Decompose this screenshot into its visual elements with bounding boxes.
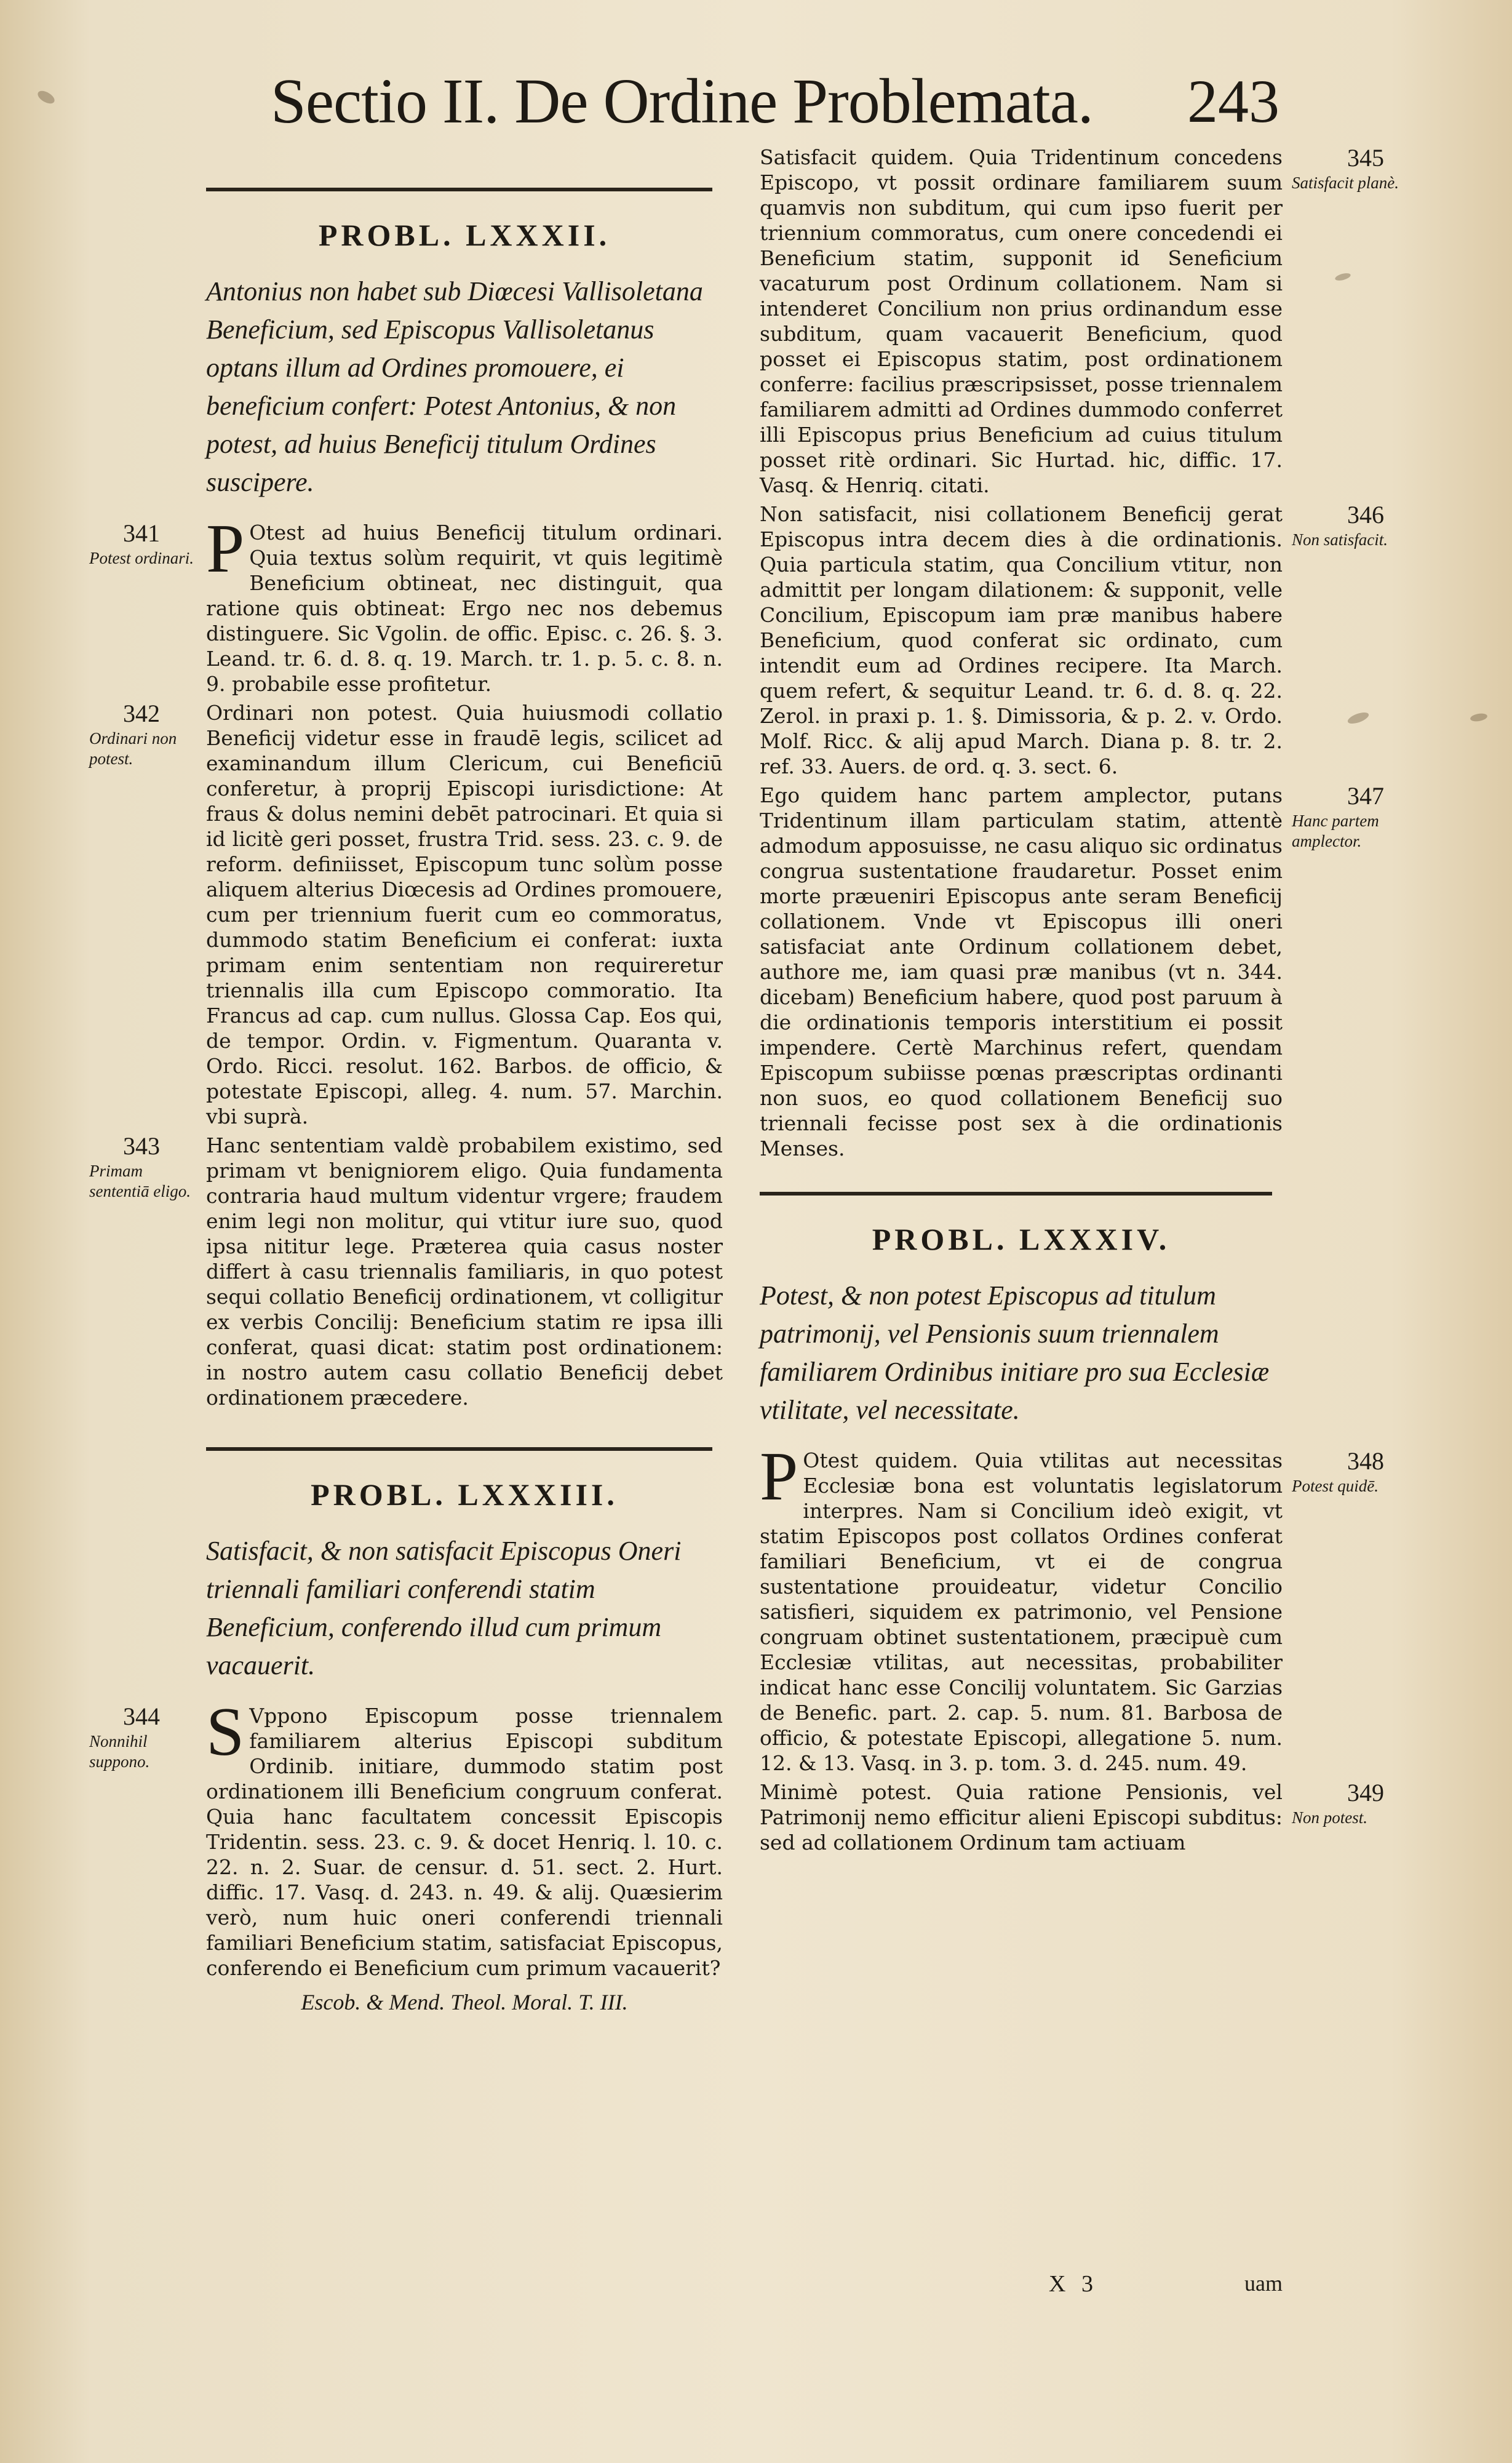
drop-cap: P xyxy=(206,511,245,587)
paragraph-number: 343 xyxy=(123,1132,160,1160)
catchword: uam xyxy=(1244,2271,1283,2296)
marginal-gloss: Potest quidē. xyxy=(1292,1477,1379,1495)
paragraph-349 xyxy=(760,1779,1384,1855)
marginal-gloss: Satisfacit planè. xyxy=(1292,174,1399,192)
paragraph-347 xyxy=(760,782,1384,1161)
ink-stain xyxy=(1470,713,1488,723)
problem-statement-83: Satisfacit, & non satisfacit Episcopus Oneri triennali familiari conferendi statim Beneficium, conferendo illud cum primum vacauerit. xyxy=(206,1536,682,1680)
paragraph-text: Otest ad huius Beneficij titulum ordinari. Quia textus solùm requirit, vt quis legitimè Beneficium obtineat, nec distinguit, qua ratione quis obtineat: Ergo nec nos debemus distinguere. Sic Vgolin. de offic. Episc. c. 26. §. 3. Leand. tr. 6. d. 8. q. 19. March. tr. 1. p. 5. c. 8. n. 9. probabile esse profitetur. xyxy=(206,521,723,696)
page-header xyxy=(271,62,1279,142)
ink-stain xyxy=(36,89,57,106)
paragraph-text: Ordinari non potest. Quia huiusmodi collatio Beneficij videtur esse in fraudē legis, scilicet ad examinandum illum Clericum, cui Beneficiū conferetur, à proprij Episcopi iurisdictione: At fraus & dolus nemini debēt patrocinari. Et quia si id licitè geri posset, frustra Trid. sess. 23. c. 9. de reform. definiisset, Episcopum tunc solùm posse aliquem alterius Diœcesis ad Ordines promouere, cum per triennium fuerit cum eo commoratus, dummodo statim Beneficium ei conferat: iuxta primam enim sententiam non requireretur triennalis illa cum Episcopo commoratio. Ita Francus ad cap. cum nullus. Glossa Cap. Eos qui, de tempor. Ordin. v. Figmentum. Quaranta v. Ordo. Ricci. resolut. 162. Barbos. de officio, & potestate Episcopi, alleg. 4. num. 57. Marchin. vbi suprà. xyxy=(206,701,723,1128)
problem-heading-83: PROBL. LXXXIII. xyxy=(311,1477,618,1512)
marginal-gloss: Non satisfacit. xyxy=(1292,530,1388,549)
section-rule xyxy=(206,188,712,191)
problem-heading-82: PROBL. LXXXII. xyxy=(318,218,611,252)
paragraph-text: Vppono Episcopum posse triennalem familiarem alterius Episcopi subditum Ordinib. initiare, dummodo statim post ordinationem illi Beneficium congruum conferat. Quia hanc facultatem concessit Episcopis Tridentin. sess. 23. c. 9. & docet Henriq. l. 10. c. 22. n. 2. Suar. de censur. d. 51. sect. 2. Hurt. diffic. 17. Vasq. d. 243. n. 49. & alij. Quæsierim verò, num huic oneri conferendi triennali familiari Beneficium statim, satisfaciat Episcopus, conferendo ei Beneficium cum primum vacauerit? xyxy=(206,1704,723,1980)
running-title: Sectio II. De Ordine Problemata. xyxy=(271,66,1093,137)
marginal-gloss: Potest ordinari. xyxy=(89,549,194,567)
paragraph-number: 345 xyxy=(1347,144,1384,172)
paragraph-text: Hanc sententiam valdè probabilem existimo, sed primam vt benigniorem eligo. Quia fundamenta contraria haud multum videntur vrgere; fraudem enim legi non molitur, qui vtitur iure suo, quod ipsa nititur lege. Præterea quia casus noster differt à casu triennalis familiaris, in quo potest sequi collatio Beneficij ordinationem, vt colligitur ex verbis Concilij: Beneficium statim re ipsa illi conferat, quasi dicat: statim post ordinationem: in nostro autem casu collatio Beneficij debet ordinationem præcedere. xyxy=(206,1133,723,1410)
drop-cap: S xyxy=(206,1694,245,1770)
marginal-gloss: Hanc partem amplector. xyxy=(1292,812,1379,850)
paragraph-text: Ego quidem hanc partem amplector, putans Tridentinum illam particulam statim, attentè admodum apposuisse, ne casu aliquo sic ordinatus congrua sustentatione fraudaretur. Posset enim morte præueniri Episcopus ante seram Beneficij collationem. Vnde vt Episcopus illi oneri satisfaciat ante Ordinum collationem debet, authore me, iam quasi præ manibus (vt n. 344. dicebam) Beneficium habere, quod post paruum à die ordinationis temporis interstitium ei possit impendere. Certè Marchinus refert, quendam Episcopum subiisse pœnas præscriptas ordinanti non suos, eo quod collationem Beneficij suo triennali fecisse post sex à die ordinationis Menses. xyxy=(760,783,1283,1160)
paragraph-number: 344 xyxy=(123,1703,160,1730)
paragraph-text: Minimè potest. Quia ratione Pensionis, vel Patrimonij nemo efficitur alieni Episcopi subditus: sed ad collationem Ordinum tam actiuam xyxy=(760,1780,1283,1854)
paragraph-text: Satisfacit quidem. Quia Tridentinum concedens Episcopo, vt possit ordinare familiarem suum quamvis non subditum, qui cum ipso fuerit per triennium commoratus, cum onere concedendi ei Beneficium statim, supponit id Seneficium vacaturum post Ordinum collationem. Nam si intenderet Concilium non prius ordinandum esse subditum, quam vacauerit Beneficium, quod posset ei Episcopus statim, post ordinationem conferre: facilius præscripsisset, posse triennalem familiarem admitti ad Ordines dummodo conferret illi Episcopus prius Beneficium ad cuius titulum posset ritè ordinari. Sic Hurtad. hic, diffic. 17. Vasq. & Henriq. citati. xyxy=(760,145,1283,497)
paragraph-number: 348 xyxy=(1347,1447,1384,1475)
paragraph-text: Non satisfacit, nisi collationem Beneficij gerat Episcopus intra decem dies à die ordinationis. Quia particula statim, qua Concilium vtitur, non admittit per longam dilationem: & supponit, velle Concilium, Episcopum iam præ manibus habere Beneficium, quod conferat sic ordinato, cum intendit eum ad Ordines recipere. Ita March. quem refert, & sequitur Leand. tr. 6. d. 8. q. 22. Zerol. in praxi p. 1. §. Dimissoria, & p. 2. v. Ordo. Molf. Ricc. & alij apud March. Diana p. 8. tr. 2. ref. 33. Auers. de ord. q. 3. sect. 6. xyxy=(760,502,1283,778)
marginal-gloss: Ordinari non potest. xyxy=(89,729,177,768)
paragraph-number: 349 xyxy=(1347,1779,1384,1806)
marginal-gloss: Non potest. xyxy=(1292,1808,1368,1827)
printer-signature-line: Escob. & Mend. Theol. Moral. T. III. xyxy=(301,1990,628,2014)
problem-statement-82: Antonius non habet sub Diœcesi Vallisoletana Beneficium, sed Episcopus Vallisoletanus optans illum ad Ordines promouere, ei beneficium confert: Potest Antonius, & non potest, ad huius Beneficij titulum Ordines suscipere. xyxy=(206,276,703,497)
ink-stain xyxy=(1347,710,1371,725)
problem-heading-84: PROBL. LXXXIV. xyxy=(872,1222,1171,1256)
ink-stain xyxy=(1334,272,1351,282)
marginal-gloss: Primam sententiā eligo. xyxy=(89,1162,191,1200)
paragraph-343 xyxy=(89,1132,723,1410)
right-column xyxy=(760,144,1399,1859)
drop-cap: P xyxy=(760,1439,798,1515)
left-column xyxy=(89,145,723,2015)
signature-mark: X 3 xyxy=(1049,2271,1098,2297)
problem-statement-84: Potest, & non potest Episcopus ad titulum patrimonij, vel Pensionis suum triennalem familiarem Ordinibus initiare pro sua Ecclesiæ vtilitate, vel necessitate. xyxy=(760,1280,1270,1425)
paragraph-342 xyxy=(89,700,723,1129)
page-number: 243 xyxy=(1187,67,1279,135)
section-rule xyxy=(760,1192,1272,1196)
paragraph-text: Otest quidem. Quia vtilitas aut necessitas Ecclesiæ bona est voluntatis legislatorum interpres. Nam si Concilium ideò exigit, vt statim Episcopos post collatos Ordines conferat familiari Beneficium, vt ei de congrua sustentatione prouideatur, videtur Concilio satisfieri, siquidem ex patrimonio, vel Pensione congruam obtinet sustentationem, præcipuè cum Ecclesiæ vtilitas, aut necessitas, probabiliter indicat hanc esse Concilij voluntatem. Sic Garzias de Benefic. part. 2. cap. 5. num. 81. Barbosa de officio, & potestate Episcopi, allegatione 5. num. 12. & 13. Vasq. in 3. p. tom. 3. d. 245. num. 49. xyxy=(760,1448,1283,1775)
paragraph-341 xyxy=(89,511,723,697)
paragraph-number: 346 xyxy=(1347,501,1384,529)
paragraph-344 xyxy=(89,1694,723,1981)
marginal-gloss: Nonnihil suppono. xyxy=(89,1732,150,1771)
paragraph-number: 342 xyxy=(123,700,160,727)
page-footer xyxy=(760,2270,1283,2301)
paragraph-345 xyxy=(760,144,1399,498)
paragraph-number: 341 xyxy=(123,519,160,547)
paragraph-346 xyxy=(760,501,1388,779)
section-rule xyxy=(206,1447,712,1451)
paragraph-number: 347 xyxy=(1347,782,1384,810)
paragraph-348 xyxy=(760,1439,1384,1776)
